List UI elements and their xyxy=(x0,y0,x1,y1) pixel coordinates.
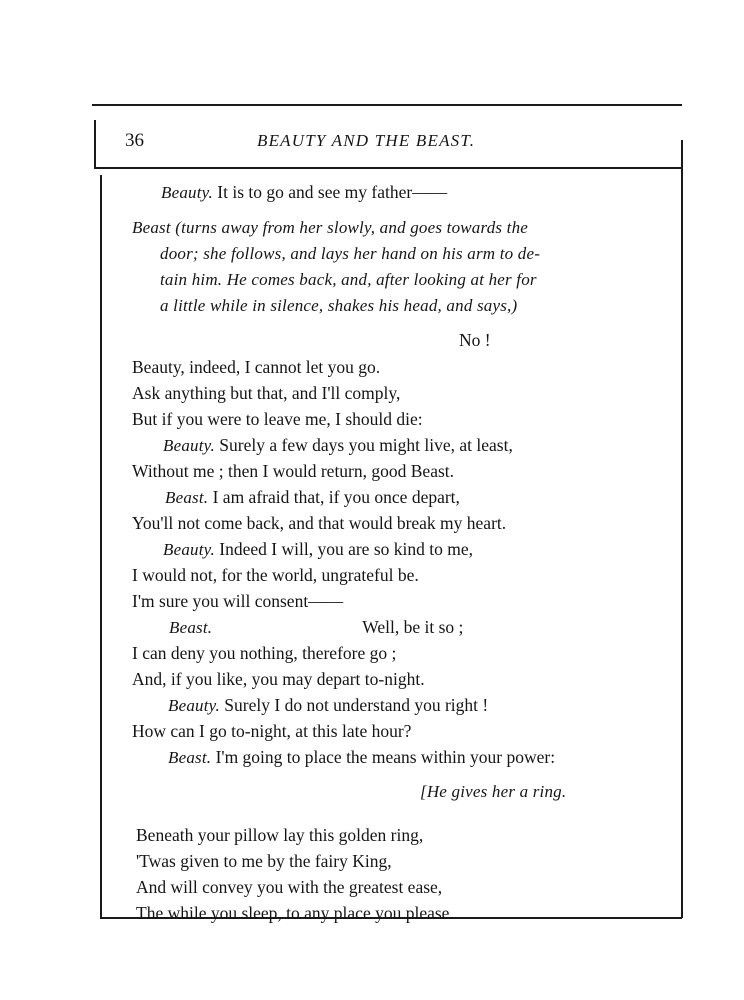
text-line xyxy=(168,747,555,768)
text-line xyxy=(163,539,473,560)
speaker-name: Beast xyxy=(132,218,171,237)
text-line: The while you sleep, to any place you please. xyxy=(136,903,454,923)
text-line xyxy=(161,182,447,203)
line-text: I am afraid that, if you once depart, xyxy=(208,487,460,507)
text-line: No ! xyxy=(459,330,491,350)
left-frame-rule xyxy=(100,175,102,917)
page-header xyxy=(0,130,744,156)
page-number: 36 xyxy=(125,130,144,151)
line-text: Indeed I will, you are so kind to me, xyxy=(214,539,473,559)
line-text: Well, be it so ; xyxy=(362,617,464,637)
running-title: BEAUTY AND THE BEAST. xyxy=(257,131,476,150)
stage-direction-line: a little while in silence, shakes his head, and says,) xyxy=(160,296,518,315)
right-frame-rule xyxy=(681,140,683,918)
text-line: But if you were to leave me, I should die: xyxy=(132,409,423,429)
speaker-name: Beast. xyxy=(165,488,209,507)
text-line xyxy=(168,695,488,716)
header-rule xyxy=(94,167,682,169)
speaker-name: Beast. xyxy=(168,748,212,767)
speaker-name: Beast. xyxy=(169,618,213,637)
text-line: And, if you like, you may depart to-night. xyxy=(132,669,425,689)
text-line: Ask anything but that, and I'll comply, xyxy=(132,383,401,403)
top-rule xyxy=(92,104,682,106)
text-line: I can deny you nothing, therefore go ; xyxy=(132,643,397,663)
line-text: It is to go and see my father—— xyxy=(212,182,448,202)
stage-direction-line: door; she follows, and lays her hand on his arm to de- xyxy=(160,244,541,263)
speaker-name: Beauty. xyxy=(168,696,220,715)
speaker-name: Beauty. xyxy=(161,183,213,202)
text-line: Beneath your pillow lay this golden ring, xyxy=(136,825,424,845)
text-line: Without me ; then I would return, good Beast. xyxy=(132,461,455,481)
stage-direction-line xyxy=(132,217,528,238)
line-text: I'm going to place the means within your power: xyxy=(211,747,556,767)
stage-direction: (turns away from her slowly, and goes towards the xyxy=(170,218,529,237)
text-line: Beauty, indeed, I cannot let you go. xyxy=(132,357,381,377)
speaker-name: Beauty. xyxy=(163,436,215,455)
text-line: I would not, for the world, ungrateful be. xyxy=(132,565,419,585)
text-line xyxy=(163,435,513,456)
text-line: You'll not come back, and that would break my heart. xyxy=(132,513,507,533)
line-text: Surely a few days you might live, at least, xyxy=(214,435,513,455)
text-line: I'm sure you will consent—— xyxy=(132,591,344,611)
text-line: And will convey you with the greatest ease, xyxy=(136,877,443,897)
speaker-name: Beauty. xyxy=(163,540,215,559)
stage-direction-line: tain him. He comes back, and, after looking at her for xyxy=(160,270,537,289)
text-line: 'Twas given to me by the fairy King, xyxy=(136,851,392,871)
text-line xyxy=(169,617,463,638)
stage-direction-line: [He gives her a ring. xyxy=(420,782,567,801)
text-line: How can I go to-night, at this late hour? xyxy=(132,721,412,741)
text-line xyxy=(165,487,460,508)
line-text: Surely I do not understand you right ! xyxy=(219,695,489,715)
